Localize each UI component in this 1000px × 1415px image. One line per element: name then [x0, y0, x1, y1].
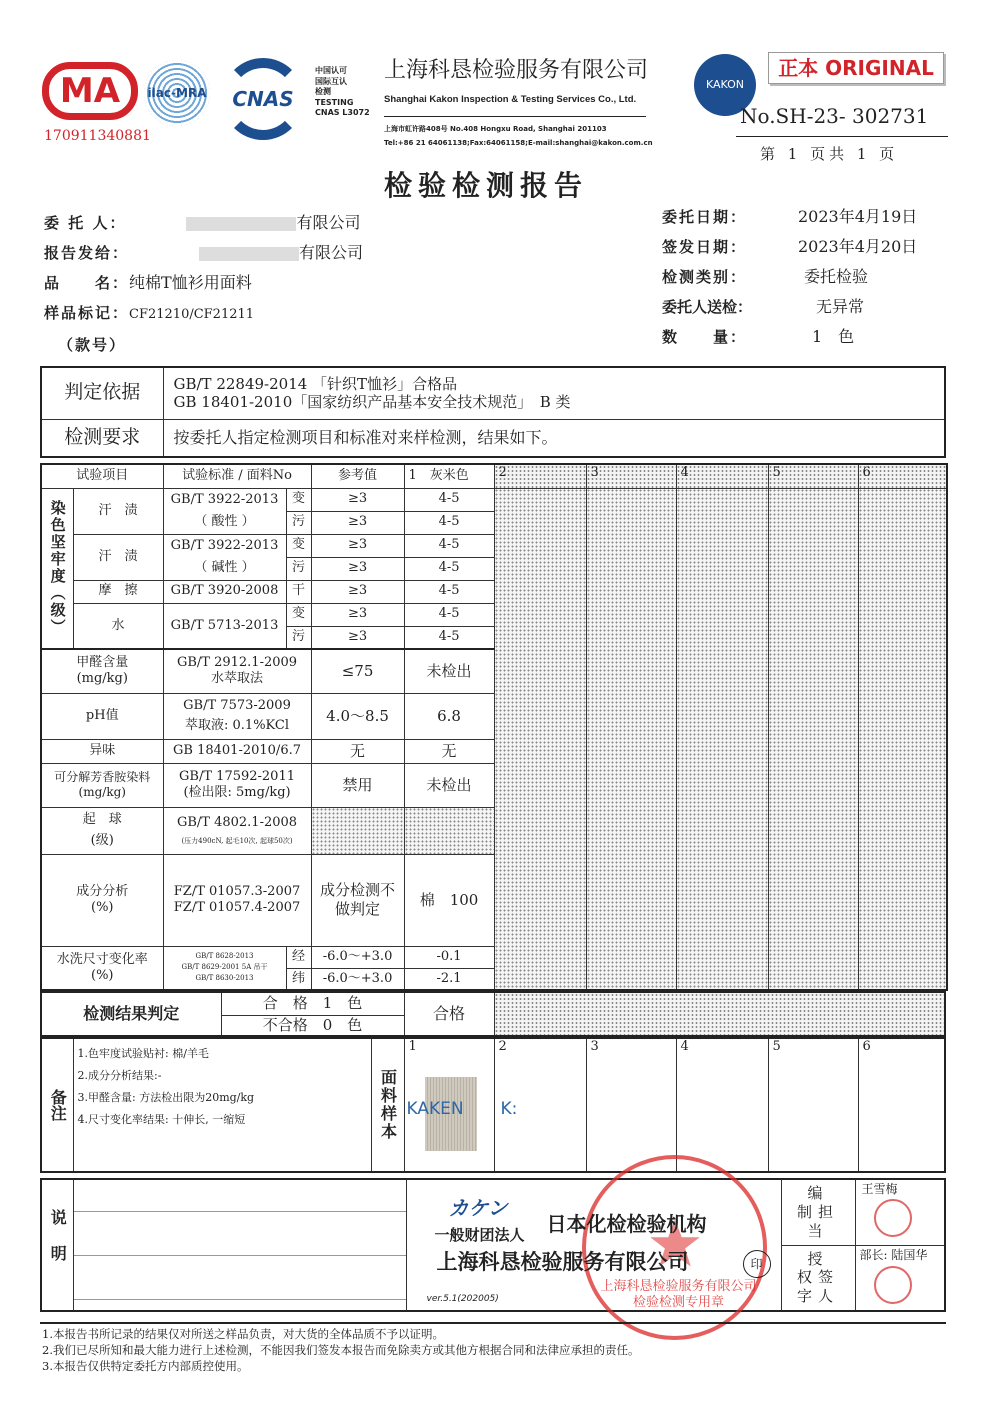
company-contact: Tel:+86 21 64061138;Fax:64061158;E-mail:shanghai@kakon.com.cn — [384, 139, 653, 147]
editor-signature-stamp — [874, 1199, 912, 1237]
client-row: 委 托 人： 有限公司 — [44, 213, 361, 232]
explanation-table — [40, 1178, 946, 1312]
table-row: 汗 渍 GB/T 3922-2013 （ 碱性 ） 变 ≥3 4-5 — [41, 534, 947, 557]
sample-tag: KAKEN — [406, 1099, 464, 1119]
verdict: 合格 — [404, 992, 494, 1036]
colorfastness-label: 染色坚牢度（级） — [41, 488, 73, 649]
seal-mark: 印 — [743, 1250, 771, 1278]
result-label: 检测结果判定 — [41, 992, 221, 1036]
original-badge: 正本 ORIGINAL — [768, 52, 944, 84]
redacted — [199, 247, 299, 261]
remarks-table: 备注 1.色牢度试验贴衬: 棉/羊毛 2.成分分析结果:- 3.甲醛含量: 方法检出限为20mg/kg 4.尺寸变化率结果: 十伸长, 一缩短 面料样本 1 KAKEN 2 K: 3 4 5 6 — [40, 1037, 946, 1173]
stamp-text: 上海科恳检验服务有限公司 检验检测专用章 — [600, 1279, 757, 1310]
explanation-label: 说明 — [41, 1179, 73, 1311]
mark-row: 样品标记：CF21210/CF21211 — [44, 304, 255, 322]
table-row: 污 ≥3 4-5 — [41, 511, 947, 534]
ilac-mra-logo: ilac-MRA — [144, 60, 210, 126]
basis-table: 判定依据 GB/T 22849-2014 「针织T恤衫」合格品 GB 18401-2010「国家纺织产品基本安全技术规范」 B 类 检测要求 按委托人指定检测项目和标准对来样检测，结果如下。 — [40, 366, 946, 458]
report-title: 检验检测报告 — [384, 169, 589, 202]
authorizer-label: 授 权签字人 — [781, 1245, 855, 1311]
editor-label: 编 制担 当 — [781, 1179, 855, 1245]
date-info: 委托日期： 2023年4月19日 签发日期： 2023年4月20日 检测类别： 委托检验 委托人送检： 无异常 数 量： 1 色 — [662, 207, 918, 346]
table-row: 纬 -6.0～+3.0 -2.1 — [41, 968, 947, 990]
footer-notes: 1.本报告书所记录的结果仅对所送之样品负责，对大货的全体品质不予以证明。 2.我们已尽所知和最大能力进行上述检测，不能因我们签发本报告而免除卖方或其他方根据合同和法律应承担的责任。 3.本报告仅供特定委托方内部质控使用。 — [42, 1327, 640, 1373]
table-row: 成分分析 (%) FZ/T 01057.3-2007 FZ/T 01057.4-2007 成分检测不做判定 棉 100 — [41, 854, 947, 946]
basis-label: 判定依据 — [41, 367, 163, 419]
page-info: 第 1 页共 1 页 — [760, 145, 899, 163]
table-row: 染色坚牢度（级） 汗 渍 GB/T 3922-2013 （ 酸性 ） 变 ≥3 4-5 — [41, 488, 947, 511]
header-divider — [384, 116, 646, 117]
footer-divider — [40, 1322, 946, 1324]
cma-logo: MA — [42, 62, 138, 120]
result-table: 检测结果判定 合 格 1 色 不合格 0 色 合格 — [40, 991, 946, 1037]
table-header: 试验项目 试验标准 / 面料No 参考值 1 灰米色 2 3 4 5 6 — [41, 464, 947, 488]
report-number-underline — [736, 136, 948, 137]
product-row: 品 名：纯棉T恤衫用面料 — [44, 273, 252, 292]
authorizer-name: 部长: 陆国华 — [859, 1247, 928, 1262]
sample-label: 面料样本 — [371, 1038, 404, 1172]
authorizer-signature-stamp — [874, 1266, 912, 1304]
table-row: pH值 GB/T 7573-2009 萃取液: 0.1%KCl 4.0～8.5 6.8 — [41, 693, 947, 739]
style-row: （款号） — [58, 336, 127, 354]
remarks-label: 备注 — [41, 1038, 73, 1172]
kakon-logo: KAKON — [694, 54, 756, 116]
editor-name: 王雪梅 — [861, 1182, 898, 1196]
kaken-logo: カケン — [448, 1196, 508, 1220]
table-row: 水洗尺寸变化率 (%) GB/T 8628-2013 GB/T 8629-2001 5A 吊干 GB/T 8630-2013 经 -6.0～+3.0 -0.1 — [41, 946, 947, 968]
table-row: 起 球 (级) GB/T 4802.1-2008 (压力490cN, 起毛10次, 起球50次) — [41, 807, 947, 854]
table-row: 甲醛含量 (mg/kg) GB/T 2912.1-2009 水萃取法 ≤75 未检出 — [41, 649, 947, 693]
requirement-label: 检测要求 — [41, 419, 163, 457]
report-number: No.SH-23- 302731 — [740, 104, 929, 128]
requirement-value: 按委托人指定检测项目和标准对来样检测，结果如下。 — [163, 419, 945, 457]
table-row: 异味 GB 18401-2010/6.7 无 无 — [41, 739, 947, 763]
certification-block: 上海科恳检验服务有限公司 检验检测专用章 カケン 一般财团法人 日本化检检验机构 上海科恳检验服务有限公司 印 ver.5.1(202005) — [406, 1179, 781, 1311]
results-table — [40, 463, 948, 991]
version: ver.5.1(202005) — [426, 1294, 499, 1304]
table-row: 污 ≥3 4-5 — [41, 626, 947, 649]
table-row: 水 GB/T 5713-2013 变 ≥3 4-5 — [41, 603, 947, 626]
company-name-cn: 上海科恳检验服务有限公司 — [384, 58, 649, 83]
issuer-row: 报告发给： 有限公司 — [44, 243, 364, 262]
company-stamp — [582, 1155, 767, 1340]
company-address: 上海市虹许路408号 No.408 Hongxu Road, Shanghai 201103 — [384, 125, 607, 133]
client-info — [44, 208, 363, 360]
explanation-lines — [73, 1179, 406, 1311]
cnas-logo: CNAS — [222, 58, 304, 140]
cnas-text: 中国认可 国际互认 检测 TESTING CNAS L3072 — [315, 66, 370, 117]
table-row: 可分解芳香胺染料 (mg/kg) GB/T 17592-2011 (检出限: 5mg/kg) 禁用 未检出 — [41, 763, 947, 807]
cma-registration-number: 170911340881 — [44, 128, 151, 144]
table-row: 摩 擦 GB/T 3920-2008 干 ≥3 4-5 — [41, 580, 947, 603]
redacted — [186, 217, 296, 231]
table-row: 污 ≥3 4-5 — [41, 557, 947, 580]
company-name-en: Shanghai Kakon Inspection & Testing Services Co., Ltd. — [384, 94, 637, 105]
